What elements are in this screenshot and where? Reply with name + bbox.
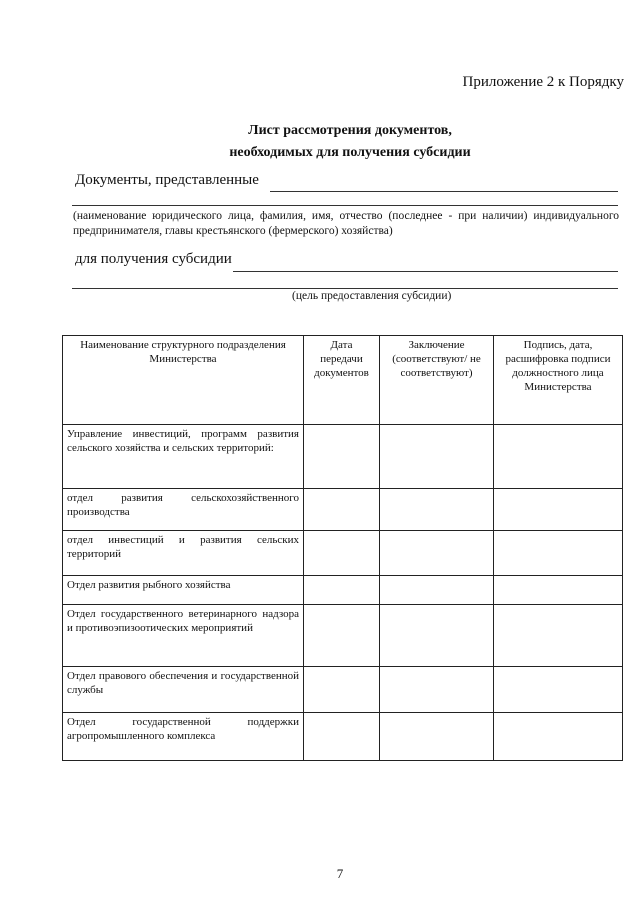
purpose-field-line[interactable] bbox=[233, 271, 618, 272]
signature-cell[interactable] bbox=[494, 425, 623, 489]
signature-cell[interactable] bbox=[494, 489, 623, 531]
department-name: Управление инвестиций, программ развития сельского хозяйства и сельских территорий: bbox=[63, 425, 304, 489]
header-conclusion: Заключение (соответствуют/ не соответствуют) bbox=[380, 336, 494, 425]
conclusion-cell[interactable] bbox=[380, 667, 494, 713]
conclusion-cell[interactable] bbox=[380, 531, 494, 576]
transfer-date-cell[interactable] bbox=[304, 576, 380, 605]
page-number: 7 bbox=[336, 866, 344, 881]
table-row bbox=[63, 605, 623, 667]
transfer-date-cell[interactable] bbox=[304, 713, 380, 761]
appendix-reference: Приложение 2 к Порядку bbox=[462, 74, 624, 90]
applicant-caption: (наименование юридического лица, фамилия, имя, отчество (последнее - при наличии) индивидуального предпринимателя, главы крестьянского (фермерского) хозяйства) bbox=[73, 210, 619, 237]
documents-label: Документы, представленные bbox=[75, 172, 259, 188]
signature-cell[interactable] bbox=[494, 605, 623, 667]
transfer-date-cell[interactable] bbox=[304, 531, 380, 576]
department-name: отдел инвестиций и развития сельских территорий bbox=[63, 531, 304, 576]
table-row bbox=[63, 489, 623, 531]
transfer-date-cell[interactable] bbox=[304, 605, 380, 667]
transfer-date-cell[interactable] bbox=[304, 667, 380, 713]
purpose-label: для получения субсидии bbox=[75, 251, 232, 267]
purpose-field-line-2[interactable] bbox=[72, 288, 618, 289]
department-name: Отдел государственного ветеринарного надзора и противоэпизоотических мероприятий bbox=[63, 605, 304, 667]
conclusion-cell[interactable] bbox=[380, 605, 494, 667]
purpose-caption: (цель предоставления субсидии) bbox=[292, 290, 452, 302]
applicant-name-field-line[interactable] bbox=[270, 191, 618, 192]
title-line-2: необходимых для получения субсидии bbox=[229, 145, 471, 160]
review-table bbox=[62, 335, 623, 761]
conclusion-cell[interactable] bbox=[380, 489, 494, 531]
transfer-date-cell[interactable] bbox=[304, 489, 380, 531]
department-name: Отдел правового обеспечения и государственной службы bbox=[63, 667, 304, 713]
header-department: Наименование структурного подразделения Министерства bbox=[63, 336, 304, 425]
signature-cell[interactable] bbox=[494, 576, 623, 605]
table-row bbox=[63, 667, 623, 713]
document-title bbox=[0, 120, 640, 164]
transfer-date-cell[interactable] bbox=[304, 425, 380, 489]
department-name: Отдел развития рыбного хозяйства bbox=[63, 576, 304, 605]
header-row bbox=[63, 336, 623, 425]
table-row bbox=[63, 576, 623, 605]
signature-cell[interactable] bbox=[494, 531, 623, 576]
conclusion-cell[interactable] bbox=[380, 576, 494, 605]
header-signature: Подпись, дата, расшифровка подписи должностного лица Министерства bbox=[494, 336, 623, 425]
table-row bbox=[63, 713, 623, 761]
table-row bbox=[63, 531, 623, 576]
table-row bbox=[63, 425, 623, 489]
signature-cell[interactable] bbox=[494, 713, 623, 761]
conclusion-cell[interactable] bbox=[380, 713, 494, 761]
department-name: отдел развития сельскохозяйственного производства bbox=[63, 489, 304, 531]
conclusion-cell[interactable] bbox=[380, 425, 494, 489]
signature-cell[interactable] bbox=[494, 667, 623, 713]
department-name: Отдел государственной поддержки агропромышленного комплекса bbox=[63, 713, 304, 761]
header-transfer-date: Дата передачи документов bbox=[304, 336, 380, 425]
applicant-name-field-line-2[interactable] bbox=[72, 205, 618, 206]
title-line-1: Лист рассмотрения документов, bbox=[248, 123, 452, 138]
